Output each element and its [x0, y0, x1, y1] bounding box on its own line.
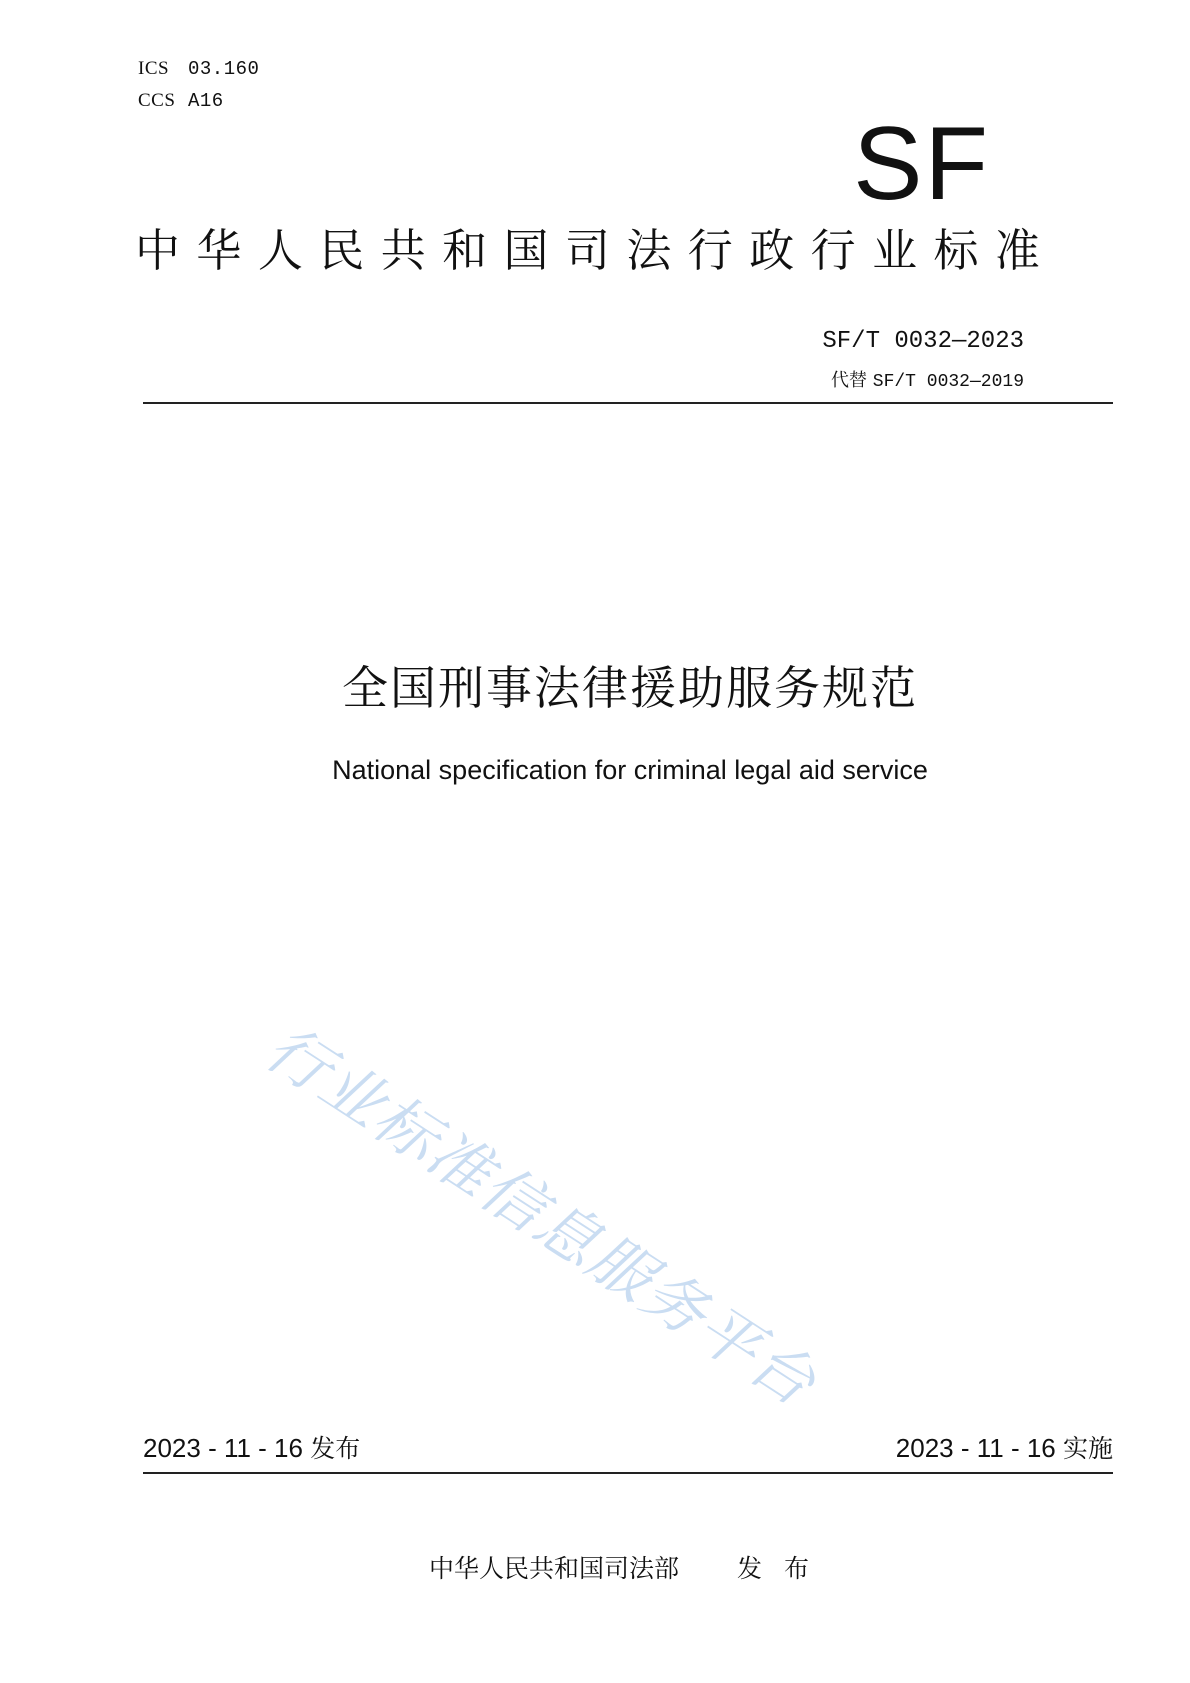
standard-category-title: [135, 224, 1040, 277]
document-title-zh: 全国刑事法律援助服务规范: [342, 661, 918, 715]
document-title-en: National specification for criminal legal aid service: [332, 755, 928, 785]
category-title-char: 法: [626, 224, 672, 277]
category-title-char: 人: [257, 224, 303, 277]
implementation-date: [896, 1429, 1113, 1465]
category-title-char: 和: [442, 224, 488, 277]
replaces-prefix: 代替: [831, 370, 868, 391]
implementation-date-value: 2023 - 11 - 16: [895, 1433, 1056, 1463]
replaces-standard: [831, 366, 1024, 392]
ics-code: [138, 58, 259, 80]
category-title-char: 司: [564, 224, 610, 277]
issue-label: 发布: [310, 1434, 361, 1463]
replaces-number: SF/T 0032—2019: [872, 372, 1024, 392]
footer-divider: [143, 1472, 1113, 1474]
watermark: 行业标准信息服务平台: [253, 1010, 830, 1421]
sf-logo: SF: [853, 106, 990, 222]
category-title-char: 中: [135, 224, 181, 277]
category-title-char: 政: [749, 224, 795, 277]
category-title-char: 国: [503, 224, 549, 277]
category-title-char: 准: [994, 224, 1040, 277]
publisher-action: 发布: [737, 1554, 832, 1583]
issue-date-value: 2023 - 11 - 16: [143, 1433, 303, 1463]
issue-date: [143, 1429, 360, 1465]
category-title-char: 共: [380, 224, 426, 277]
implementation-label: 实施: [1062, 1434, 1113, 1463]
standard-number: SF/T 0032—2023: [822, 328, 1024, 355]
ccs-code: [138, 90, 224, 112]
category-title-char: 行: [810, 224, 856, 277]
category-title-char: 行: [687, 224, 733, 277]
publisher-name: 中华人民共和国司法部: [428, 1554, 679, 1583]
category-title-char: 标: [933, 224, 979, 277]
ccs-value: A16: [188, 90, 224, 112]
category-title-char: 民: [319, 224, 365, 277]
ccs-label: CCS: [138, 90, 176, 111]
publisher: [0, 1549, 1190, 1585]
header-divider: [143, 402, 1113, 404]
category-title-char: 华: [196, 224, 242, 277]
ics-value: 03.160: [188, 58, 260, 80]
category-title-char: 业: [872, 224, 918, 277]
ics-label: ICS: [138, 58, 170, 79]
